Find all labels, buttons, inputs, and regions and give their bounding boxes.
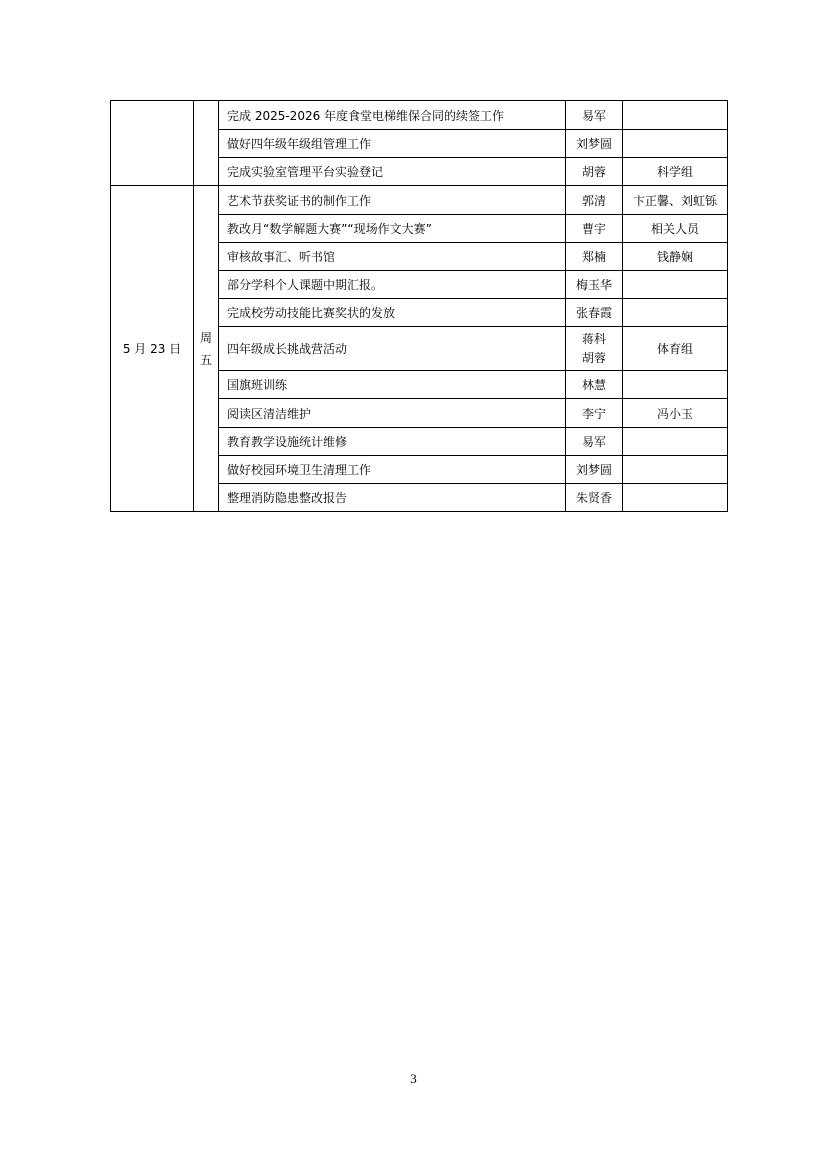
helper-cell xyxy=(623,101,728,130)
person-cell: 郭清 xyxy=(566,186,623,215)
table-row xyxy=(111,101,728,130)
person-cell: 张春霞 xyxy=(566,299,623,327)
task-cell: 做好校园环境卫生清理工作 xyxy=(219,456,566,484)
helper-cell: 钱静娴 xyxy=(623,243,728,271)
task-cell: 审核故事汇、听书馆 xyxy=(219,243,566,271)
day-cell xyxy=(194,101,219,186)
person-cell: 胡蓉 xyxy=(566,158,623,186)
helper-cell xyxy=(623,484,728,512)
person-stack xyxy=(582,330,606,368)
task-cell: 国旗班训练 xyxy=(219,371,566,399)
person-cell: 刘梦圆 xyxy=(566,130,623,158)
table-row xyxy=(111,186,728,215)
helper-cell xyxy=(623,299,728,327)
person-cell xyxy=(566,327,623,371)
person-cell: 郑楠 xyxy=(566,243,623,271)
day-label: 周五 xyxy=(199,330,212,367)
helper-cell: 相关人员 xyxy=(623,215,728,243)
task-cell: 四年级成长挑战营活动 xyxy=(219,327,566,371)
task-cell: 整理消防隐患整改报告 xyxy=(219,484,566,512)
person-cell: 易军 xyxy=(566,101,623,130)
day-cell xyxy=(194,186,219,512)
person-cell: 李宁 xyxy=(566,399,623,428)
task-cell: 做好四年级年级组管理工作 xyxy=(219,130,566,158)
schedule-table xyxy=(110,100,728,512)
helper-cell: 体育组 xyxy=(623,327,728,371)
person-cell: 梅玉华 xyxy=(566,271,623,299)
helper-cell xyxy=(623,428,728,456)
person-cell: 曹宇 xyxy=(566,215,623,243)
date-cell: 5 月 23 日 xyxy=(111,186,194,512)
helper-cell: 冯小玉 xyxy=(623,399,728,428)
person-cell: 朱贤香 xyxy=(566,484,623,512)
helper-cell xyxy=(623,371,728,399)
task-cell: 教改月“数学解题大赛”“现场作文大赛” xyxy=(219,215,566,243)
task-cell: 艺术节获奖证书的制作工作 xyxy=(219,186,566,215)
person-cell: 刘梦圆 xyxy=(566,456,623,484)
person-name: 胡蓉 xyxy=(581,350,606,365)
page-number: 3 xyxy=(410,1071,417,1086)
person-cell: 易军 xyxy=(566,428,623,456)
helper-cell: 科学组 xyxy=(623,158,728,186)
task-cell: 完成实验室管理平台实验登记 xyxy=(219,158,566,186)
task-cell: 教育教学设施统计维修 xyxy=(219,428,566,456)
task-cell: 完成 2025-2026 年度食堂电梯维保合同的续签工作 xyxy=(219,101,566,130)
task-cell: 部分学科个人课题中期汇报。 xyxy=(219,271,566,299)
helper-cell xyxy=(623,130,728,158)
date-cell xyxy=(111,101,194,186)
helper-cell: 卞正馨、刘虹铄 xyxy=(623,186,728,215)
task-cell: 阅读区清洁维护 xyxy=(219,399,566,428)
task-cell: 完成校劳动技能比赛奖状的发放 xyxy=(219,299,566,327)
helper-cell xyxy=(623,271,728,299)
person-cell: 林慧 xyxy=(566,371,623,399)
helper-cell xyxy=(623,456,728,484)
person-name: 蒋科 xyxy=(581,331,606,346)
